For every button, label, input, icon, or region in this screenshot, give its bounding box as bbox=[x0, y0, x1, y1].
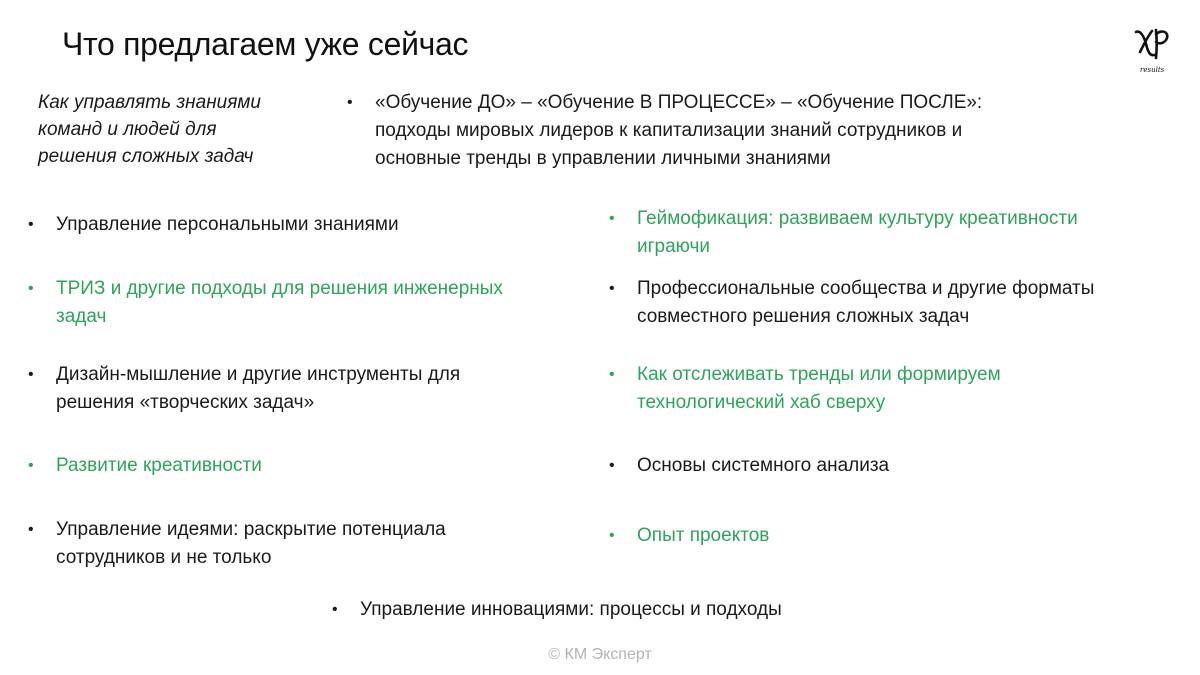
bullet-icon: • bbox=[609, 457, 615, 474]
subtitle-line: решения сложных задач bbox=[38, 146, 254, 167]
bullet-line: Дизайн-мышление и другие инструменты для bbox=[56, 364, 461, 385]
bullet-line: ТРИЗ и другие подходы для решения инженерных bbox=[56, 278, 503, 299]
bullet-line: Опыт проектов bbox=[637, 525, 770, 546]
bullet-icon: • bbox=[609, 527, 615, 544]
bullet-icon: • bbox=[28, 216, 34, 233]
bullet-line: технологический хаб сверху bbox=[637, 392, 886, 413]
bullet-line: основные тренды в управлении личными знаниями bbox=[375, 148, 831, 169]
bullet-line: совместного решения сложных задач bbox=[637, 306, 970, 327]
left-item-5 bbox=[28, 516, 446, 572]
left-item-1 bbox=[28, 211, 399, 239]
right-item-2 bbox=[609, 275, 1094, 331]
bullet-line: Геймофикация: развиваем культуру креативности bbox=[637, 208, 1078, 229]
bottom-item bbox=[332, 596, 782, 624]
bullet-line: подходы мировых лидеров к капитализации знаний сотрудников и bbox=[375, 120, 963, 141]
top-bullet-item bbox=[347, 89, 982, 173]
left-item-4 bbox=[28, 452, 262, 480]
bullet-line: Развитие креативности bbox=[56, 455, 262, 476]
bullet-icon: • bbox=[332, 601, 338, 618]
bullet-icon: • bbox=[609, 366, 615, 383]
bullet-icon: • bbox=[609, 280, 615, 297]
right-item-5 bbox=[609, 522, 769, 550]
right-item-1 bbox=[609, 205, 1078, 261]
bullet-icon: • bbox=[347, 94, 353, 111]
bullet-line: Управление персональными знаниями bbox=[56, 214, 399, 235]
bullet-icon: • bbox=[609, 210, 615, 227]
bullet-line: задач bbox=[56, 306, 107, 327]
xp-results-logo bbox=[1130, 22, 1174, 78]
left-item-2 bbox=[28, 275, 503, 331]
bullet-line: «Обучение ДО» – «Обучение В ПРОЦЕССЕ» – «Обучение ПОСЛЕ»: bbox=[375, 92, 983, 113]
bullet-icon: • bbox=[28, 366, 34, 383]
bullet-icon: • bbox=[28, 521, 34, 538]
bullet-line: играючи bbox=[637, 236, 711, 257]
bullet-line: Основы системного анализа bbox=[637, 455, 890, 476]
copyright-footer: © КМ Эксперт bbox=[548, 646, 652, 663]
bullet-line: сотрудников и не только bbox=[56, 547, 272, 568]
subtitle-line: команд и людей для bbox=[38, 119, 217, 140]
bullet-line: решения «творческих задач» bbox=[56, 392, 315, 413]
subtitle-line: Как управлять знаниями bbox=[38, 92, 261, 113]
right-item-4 bbox=[609, 452, 889, 480]
bullet-line: Профессиональные сообщества и другие форматы bbox=[637, 278, 1095, 299]
bullet-icon: • bbox=[28, 457, 34, 474]
right-item-3 bbox=[609, 361, 1001, 417]
left-item-3 bbox=[28, 361, 460, 417]
page-title: Что предлагаем уже сейчас bbox=[62, 26, 469, 62]
subtitle bbox=[38, 89, 328, 170]
bullet-line: Управление инновациями: процессы и подходы bbox=[360, 599, 782, 620]
bullet-icon: • bbox=[28, 280, 34, 297]
bullet-line: Как отслеживать тренды или формируем bbox=[637, 364, 1001, 385]
logo-caption: results bbox=[1140, 66, 1165, 74]
bullet-line: Управление идеями: раскрытие потенциала bbox=[56, 519, 446, 540]
